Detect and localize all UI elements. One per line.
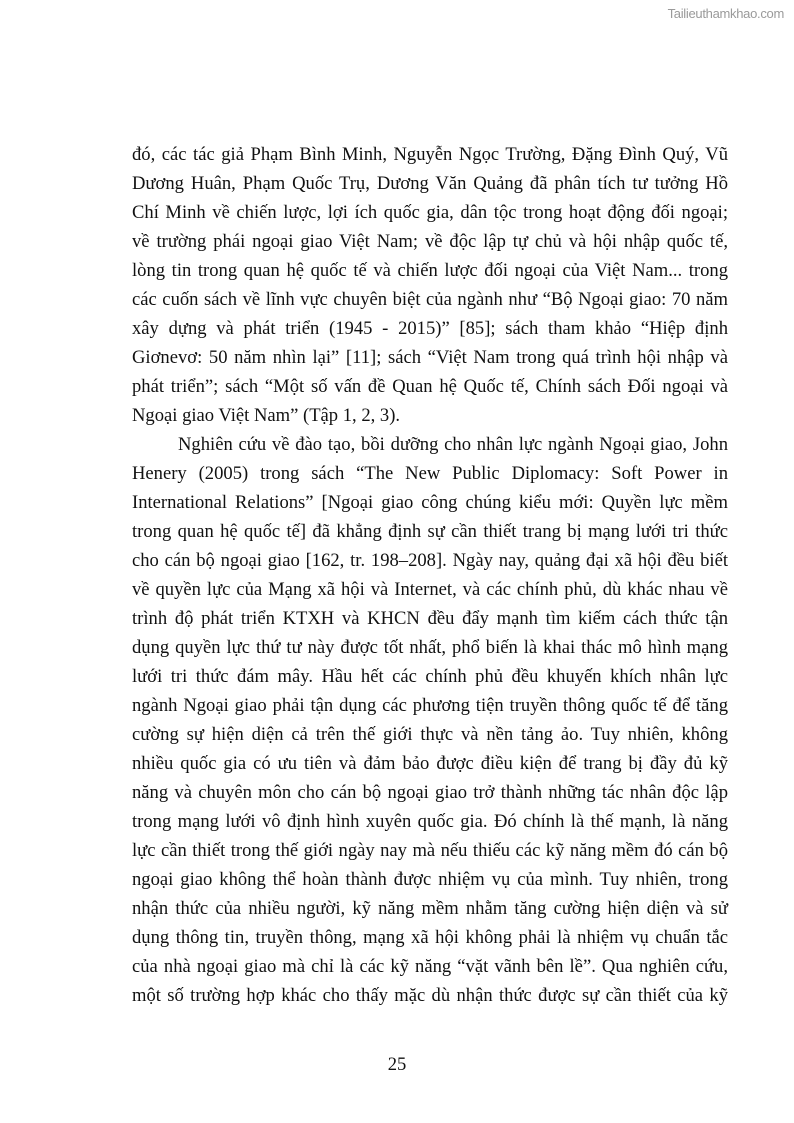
text-line: một số trường hợp khác cho thấy mặc dù nhận thức được sự cần thiết của kỹ (132, 985, 728, 1007)
text-line: của nhà ngoại giao mà chỉ là các kỹ năng “vặt vãnh bên lề”. Qua nghiên cứu, (132, 956, 728, 978)
text-line: xây dựng và phát triển (1945 - 2015)” [85]; sách tham khảo “Hiệp định (132, 318, 728, 340)
text-line: Dương Huân, Phạm Quốc Trụ, Dương Văn Quảng đã phân tích tư tưởng Hồ (132, 173, 728, 195)
paragraph (132, 140, 728, 430)
text-line: lực cần thiết trong thế giới ngày nay mà nếu thiếu các kỹ năng mềm đó cán bộ (132, 840, 728, 862)
watermark: Tailieuthamkhao.com (667, 6, 784, 21)
text-line: trong mạng lưới vô định hình xuyên quốc gia. Đó chính là thế mạnh, là năng (132, 811, 728, 833)
text-line: Chí Minh về chiến lược, lợi ích quốc gia, dân tộc trong hoạt động đối ngoại; (132, 202, 728, 224)
text-line: cho cán bộ ngoại giao [162, tr. 198–208]. Ngày nay, quảng đại xã hội đều biết (132, 550, 728, 572)
text-line: cường sự hiện diện cả trên thế giới thực và nền tảng ảo. Tuy nhiên, không (132, 724, 728, 746)
text-line: ngoại giao không thể hoàn thành được nhiệm vụ của mình. Tuy nhiên, trong (132, 869, 728, 891)
text-line: International Relations” [Ngoại giao công chúng kiểu mới: Quyền lực mềm (132, 492, 728, 514)
document-body (132, 140, 728, 1010)
text-line: dụng thông tin, truyền thông, mạng xã hội không phải là nhiệm vụ chuẩn tắc (132, 927, 728, 949)
text-line: đó, các tác giả Phạm Bình Minh, Nguyễn Ngọc Trường, Đặng Đình Quý, Vũ (132, 144, 728, 165)
text-line: nhận thức của nhiều người, kỹ năng mềm nhằm tăng cường hiện diện và sử (132, 898, 728, 920)
text-line: ngành Ngoại giao phải tận dụng các phương tiện truyền thông quốc tế để tăng (132, 695, 728, 717)
text-line: Henery (2005) trong sách “The New Public Diplomacy: Soft Power in (132, 463, 728, 485)
text-line: về trường phái ngoại giao Việt Nam; về độc lập tự chủ và hội nhập quốc tế, (132, 231, 728, 253)
text-line: các cuốn sách về lĩnh vực chuyên biệt của ngành như “Bộ Ngoại giao: 70 năm (132, 289, 728, 311)
text-line: năng và chuyên môn cho cán bộ ngoại giao trở thành những tác nhân độc lập (132, 782, 728, 804)
text-line: lưới tri thức đám mây. Hầu hết các chính phủ đều khuyến khích nhân lực (132, 666, 728, 688)
text-line: trình độ phát triển KTXH và KHCN đều đẩy mạnh tìm kiếm cách thức tận (132, 608, 728, 630)
text-line: phát triển”; sách “Một số vấn đề Quan hệ Quốc tế, Chính sách Đối ngoại và (132, 376, 728, 398)
paragraph (132, 430, 728, 1010)
page-number: 25 (387, 1054, 407, 1075)
text-line: nhiều quốc gia có ưu tiên và đảm bảo được điều kiện để trang bị đầy đủ kỹ (132, 753, 728, 775)
text-line: Nghiên cứu về đào tạo, bồi dưỡng cho nhân lực ngành Ngoại giao, John (178, 434, 728, 456)
text-line: lòng tin trong quan hệ quốc tế và chiến lược đối ngoại của Việt Nam... trong (132, 260, 728, 282)
text-line: trong quan hệ quốc tế] đã khẳng định sự cần thiết trang bị mạng lưới tri thức (132, 521, 728, 543)
text-line: về quyền lực của Mạng xã hội và Internet, và các chính phủ, dù khác nhau về (132, 579, 728, 601)
text-line: Ngoại giao Việt Nam” (Tập 1, 2, 3). (132, 405, 401, 427)
text-line: dụng quyền lực thứ tư này được tốt nhất, phổ biến là khai thác mô hình mạng (132, 637, 728, 659)
text-line: Giơnevơ: 50 năm nhìn lại” [11]; sách “Việt Nam trong quá trình hội nhập và (132, 347, 728, 369)
